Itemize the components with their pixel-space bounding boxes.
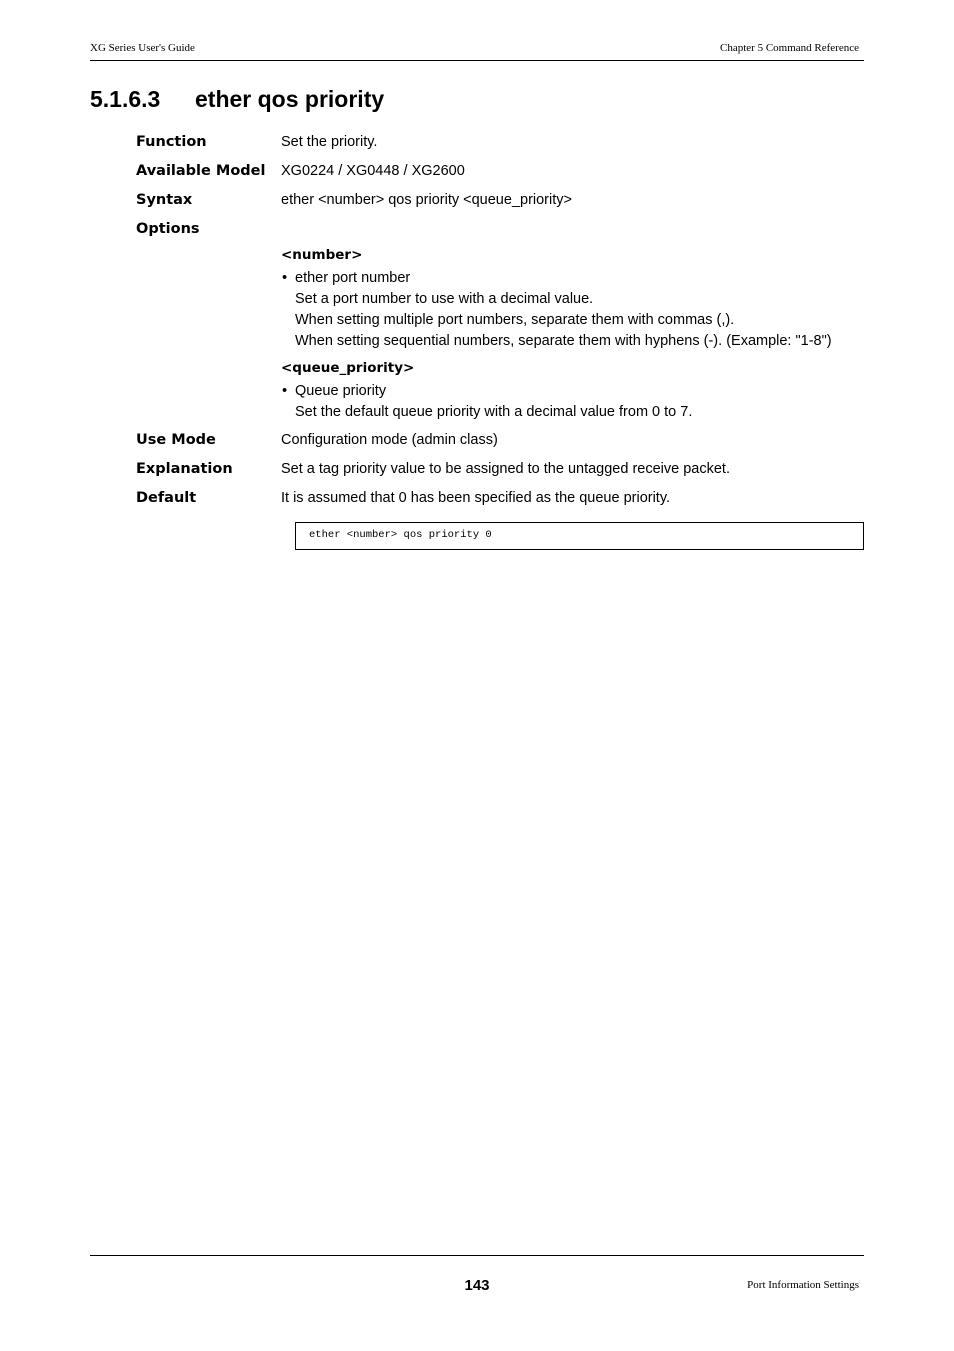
syntax-label: Syntax [136,192,193,208]
function-value: Set the priority. [281,134,378,150]
bullet-marker: • [282,383,288,399]
default-value: It is assumed that 0 has been specified as the queue priority. [281,490,671,506]
page-header [90,42,864,61]
default-label: Default [136,490,197,506]
option-name-number: <number> [281,247,363,263]
bullet-marker: • [282,270,288,286]
syntax-value: ether <number> qos priority <queue_priority> [281,192,572,208]
function-label: Function [136,134,207,150]
code-example-box [295,522,864,550]
header-doc-title: XG Series User's Guide [90,42,195,54]
available-model-label: Available Model [136,163,266,179]
section-title: ether qos priority [195,86,385,112]
section-number: 5.1.6.3 [90,86,161,112]
option-line: When setting multiple port numbers, separate them with commas (,). [295,312,735,328]
page-number: 143 [464,1277,490,1294]
available-model-value: XG0224 / XG0448 / XG2600 [281,163,465,179]
use-mode-label: Use Mode [136,432,216,448]
explanation-label: Explanation [136,461,233,477]
option-line: ether port number [295,270,411,286]
code-example: ether <number> qos priority 0 [309,529,492,541]
section-heading [90,86,384,113]
option-line: Set the default queue priority with a decimal value from 0 to 7. [295,404,693,420]
option-line: When setting sequential numbers, separate them with hyphens (-). (Example: "1-8") [295,333,832,349]
footer-divider [90,1255,864,1256]
option-line: Set a port number to use with a decimal value. [295,291,594,307]
option-name-queue-priority: <queue_priority> [281,360,415,376]
explanation-value: Set a tag priority value to be assigned to the untagged receive packet. [281,461,730,477]
footer-section-name: Port Information Settings [747,1279,859,1291]
option-line: Queue priority [295,383,387,399]
header-chapter: Chapter 5 Command Reference [720,42,859,54]
options-label: Options [136,221,200,237]
use-mode-value: Configuration mode (admin class) [281,432,498,448]
